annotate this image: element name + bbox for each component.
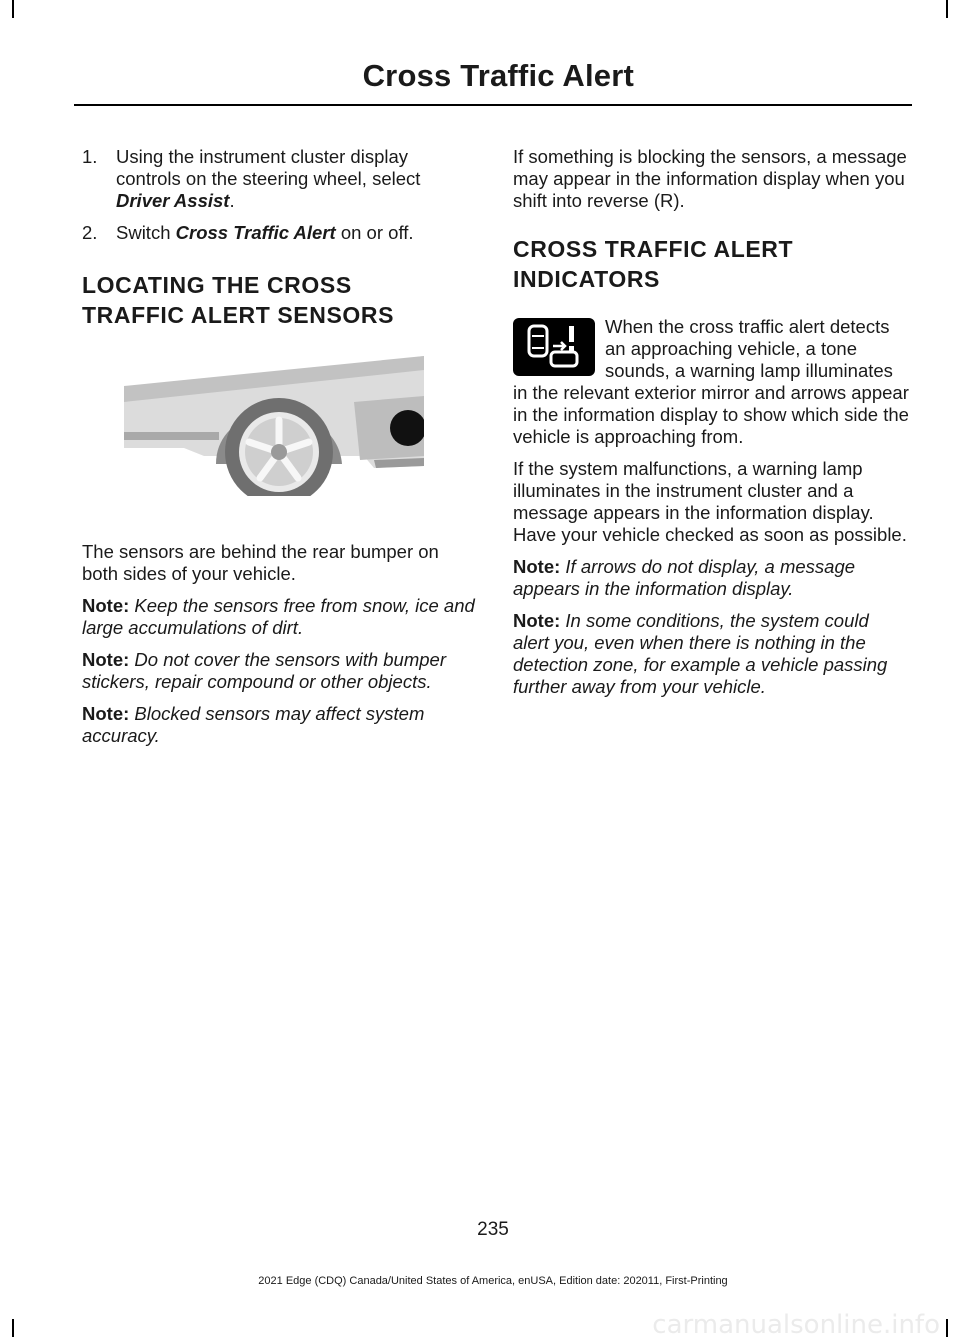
note-label: Note: xyxy=(82,595,130,616)
crop-mark xyxy=(946,1319,948,1337)
section-heading xyxy=(82,270,476,330)
cross-traffic-alert-warning-icon xyxy=(513,318,595,376)
note-text: If arrows do not display, a message appears in the information display. xyxy=(513,556,856,599)
malfunction-text: If the system malfunctions, a warning lamp illuminates in the instrument cluster and a message appears in the information display. Have your vehicle checked as soon as possible. xyxy=(513,458,907,545)
note xyxy=(82,703,476,747)
note-label: Note: xyxy=(82,649,130,670)
left-column xyxy=(82,146,476,757)
note xyxy=(513,610,909,698)
step-text-end: on or off. xyxy=(335,222,414,243)
note-text: Blocked sensors may affect system accuracy. xyxy=(82,703,425,746)
edition-footer: 2021 Edge (CDQ) Canada/United States of America, enUSA, Edition date: 202011, First-Printing xyxy=(258,1275,728,1287)
title-divider xyxy=(74,104,912,106)
note-text: In some conditions, the system could alert you, even when there is nothing in the detection zone, for example a vehicle passing further away from your vehicle. xyxy=(513,610,888,697)
blocked-sensor-text: If something is blocking the sensors, a message may appear in the information display when you shift into reverse (R). xyxy=(513,146,907,211)
right-column xyxy=(513,146,909,708)
page-title: Cross Traffic Alert xyxy=(362,58,634,93)
section-heading-line: TRAFFIC ALERT SENSORS xyxy=(82,302,395,328)
car-rear-wheel-figure xyxy=(124,356,424,496)
sensor-location-text: The sensors are behind the rear bumper on both sides of your vehicle. xyxy=(82,541,439,584)
note-text: Do not cover the sensors with bumper stickers, repair compound or other objects. xyxy=(82,649,446,692)
note-label: Note: xyxy=(82,703,130,724)
step-number: 2. xyxy=(82,222,98,243)
crop-mark xyxy=(12,0,14,18)
note-text: Keep the sensors free from snow, ice and large accumulations of dirt. xyxy=(82,595,475,638)
note-label: Note: xyxy=(513,610,561,631)
note xyxy=(82,649,476,693)
note-label: Note: xyxy=(513,556,561,577)
step-text: Switch xyxy=(116,222,176,243)
menu-term: Driver Assist xyxy=(116,190,230,211)
section-heading xyxy=(513,234,909,294)
note xyxy=(82,595,476,639)
step-number: 1. xyxy=(82,146,98,167)
list-item xyxy=(82,222,476,244)
indicator-block xyxy=(513,316,909,448)
watermark: carmanualsonline.info xyxy=(652,1310,940,1340)
menu-term: Cross Traffic Alert xyxy=(175,222,336,243)
crop-mark xyxy=(946,0,948,18)
indicator-description: When the cross traffic alert detects an approaching vehicle, a tone sounds, a warning lamp illuminates in the relevant exterior mirror and arrows appear in the information display to show which side the vehicle is approaching from. xyxy=(513,316,909,447)
section-heading-line: LOCATING THE CROSS xyxy=(82,272,352,298)
steps-list xyxy=(82,146,476,244)
list-item xyxy=(82,146,476,212)
crop-mark xyxy=(12,1319,14,1337)
note xyxy=(513,556,909,600)
step-text: Using the instrument cluster display controls on the steering wheel, select xyxy=(116,146,421,189)
step-text-end: . xyxy=(229,190,235,211)
section-heading-line: CROSS TRAFFIC ALERT xyxy=(513,236,794,262)
page-number: 235 xyxy=(477,1219,509,1240)
section-heading-line: INDICATORS xyxy=(513,266,660,292)
